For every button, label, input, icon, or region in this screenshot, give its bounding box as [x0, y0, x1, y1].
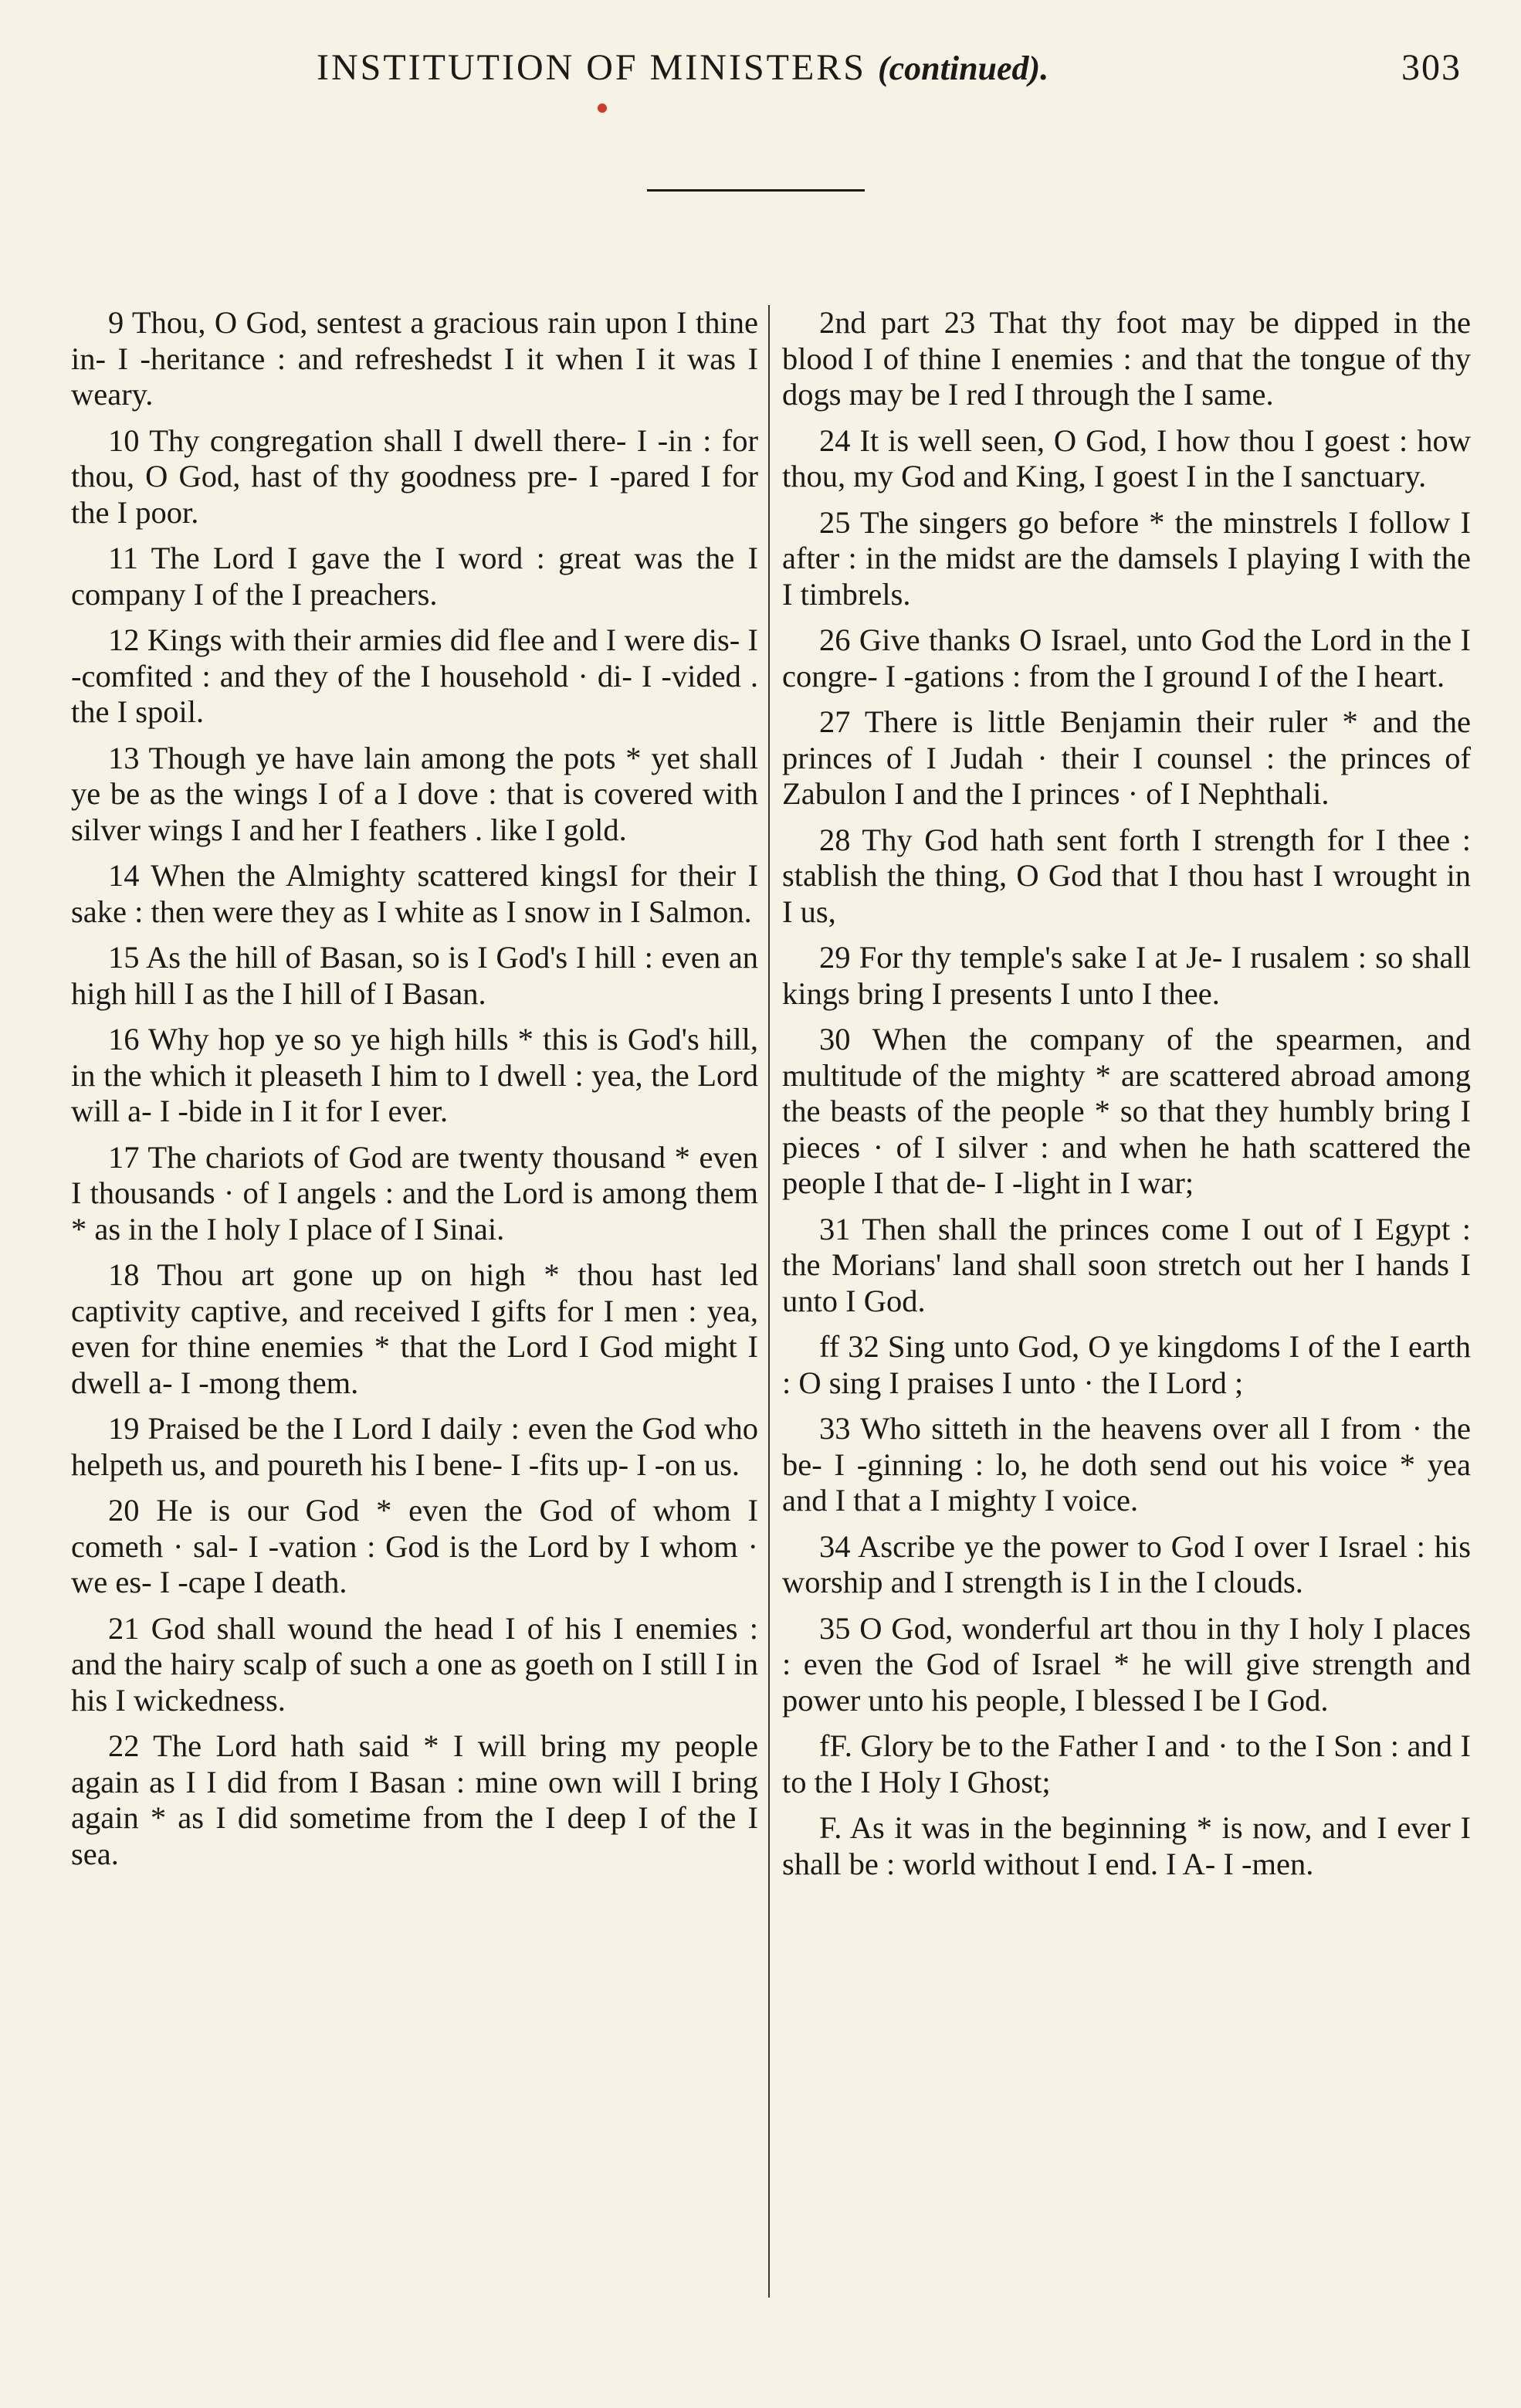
- verse-30: 30 When the company of the spearmen, and multitude of the mighty * are scattered abroad among the beasts of the people * so that they humbly bring I pieces · of I silver : and when he hath scattered the people I that de- I -light in I war;: [782, 1022, 1471, 1200]
- page-number: 303: [1401, 47, 1462, 88]
- title-suffix: (continued).: [877, 49, 1049, 87]
- verse-19: 19 Praised be the I Lord I daily : even the God who helpeth us, and poureth his I bene- I -fits up- I -on us.: [71, 1411, 758, 1482]
- verse-23: 2nd part 23 That thy foot may be dipped in the blood I of thine I enemies : and that the tongue of thy dogs may be I red I through the I same.: [782, 305, 1471, 412]
- page-header: [0, 46, 1521, 100]
- left-column: [71, 305, 758, 1882]
- ink-dot: [598, 103, 607, 113]
- right-column: [782, 305, 1471, 1892]
- verse-26: 26 Give thanks O Israel, unto God the Lord in the I congre- I -gations : from the I ground I of the I heart.: [782, 622, 1471, 694]
- page-title: [317, 46, 1048, 89]
- verse-15: 15 As the hill of Basan, so is I God's I hill : even an high hill I as the I hill of I Basan.: [71, 940, 758, 1011]
- verse-18: 18 Thou art gone up on high * thou hast led captivity captive, and received I gifts for I men : yea, even for thine enemies * that the Lord I God might I dwell a- I -mong them.: [71, 1257, 758, 1400]
- verse-32: ff 32 Sing unto God, O ye kingdoms I of the I earth : O sing I praises I unto · the I Lord ;: [782, 1329, 1471, 1400]
- verse-27: 27 There is little Benjamin their ruler * and the princes of I Judah · their I counsel : the princes of Zabulon I and the I princes · of I Nephthali.: [782, 704, 1471, 811]
- verse-24: 24 It is well seen, O God, I how thou I goest : how thou, my God and King, I goest I in the I sanctuary.: [782, 422, 1471, 493]
- verse-34: 34 Ascribe ye the power to God I over I Israel : his worship and I strength is I in the I clouds.: [782, 1528, 1471, 1599]
- verse-31: 31 Then shall the princes come I out of I Egypt : the Morians' land shall soon stretch out her I hands I unto I God.: [782, 1211, 1471, 1318]
- gloria-response: F. As it was in the beginning * is now, and I ever I shall be : world without I end. I A- I -men.: [782, 1810, 1471, 1881]
- verse-11: 11 The Lord I gave the I word : great was the I company I of the I preachers.: [71, 541, 758, 612]
- verse-13: 13 Though ye have lain among the pots * yet shall ye be as the wings I of a I dove : that is covered with silver wings I and her I feathers . like I gold.: [71, 740, 758, 847]
- verse-33: 33 Who sitteth in the heavens over all I from · the be- I -ginning : lo, he doth send out his voice * yea and I that a I mighty I voice.: [782, 1411, 1471, 1518]
- verse-22: 22 The Lord hath said * I will bring my people again as I I did from I Basan : mine own will I bring again * as I did sometime from the I deep I of the I sea.: [71, 1728, 758, 1871]
- verse-12: 12 Kings with their armies did flee and I were dis- I -comfited : and they of the I household · di- I -vided . the I spoil.: [71, 622, 758, 729]
- verse-28: 28 Thy God hath sent forth I strength for I thee : stablish the thing, O God that I thou hast I wrought in I us,: [782, 822, 1471, 929]
- column-divider: [768, 305, 770, 2298]
- gloria-patri: fF. Glory be to the Father I and · to the I Son : and I to the I Holy I Ghost;: [782, 1728, 1471, 1799]
- verse-16: 16 Why hop ye so ye high hills * this is God's hill, in the which it pleaseth I him to I dwell : yea, the Lord will a- I -bide in I it for I ever.: [71, 1022, 758, 1128]
- verse-29: 29 For thy temple's sake I at Je- I rusalem : so shall kings bring I presents I unto I thee.: [782, 940, 1471, 1011]
- verse-14: 14 When the Almighty scattered kingsI for their I sake : then were they as I white as I snow in I Salmon.: [71, 858, 758, 929]
- title-main: INSTITUTION OF MINISTERS: [317, 47, 866, 88]
- verse-35: 35 O God, wonderful art thou in thy I holy I places : even the God of Israel * he will give strength and power unto his people, I blessed I be I God.: [782, 1610, 1471, 1718]
- header-rule: [647, 189, 865, 192]
- verse-17: 17 The chariots of God are twenty thousand * even I thousands · of I angels : and the Lord is among them * as in the I holy I place of I Sinai.: [71, 1139, 758, 1246]
- verse-20: 20 He is our God * even the God of whom I cometh · sal- I -vation : God is the Lord by I whom · we es- I -cape I death.: [71, 1493, 758, 1599]
- verse-9: 9 Thou, O God, sentest a gracious rain upon I thine in- I -heritance : and refreshedst I it when I it was I weary.: [71, 305, 758, 412]
- verse-25: 25 The singers go before * the minstrels I follow I after : in the midst are the damsels I playing I with the I timbrels.: [782, 504, 1471, 612]
- verse-21: 21 God shall wound the head I of his I enemies : and the hairy scalp of such a one as goeth on I still I in his I wickedness.: [71, 1610, 758, 1718]
- verse-10: 10 Thy congregation shall I dwell there- I -in : for thou, O God, hast of thy goodness pre- I -pared I for the I poor.: [71, 422, 758, 530]
